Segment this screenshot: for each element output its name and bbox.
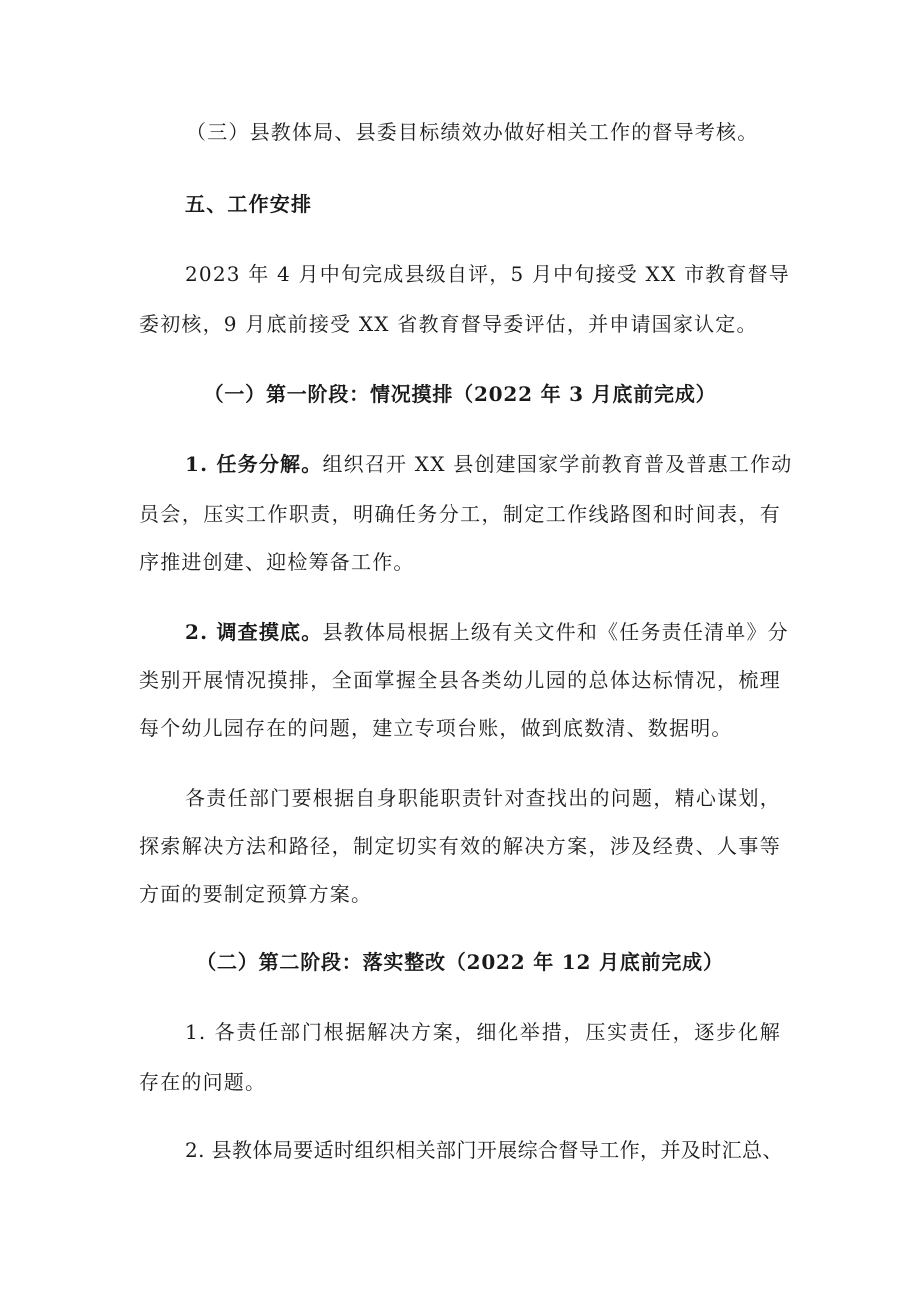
task1-title: 1. 任务分解。 <box>185 452 323 476</box>
task1-text: 组织召开 XX 县创建国家学前教育普及普惠工作动 <box>322 452 793 476</box>
stage2-item2-line1: 2. 县教体局要适时组织相关部门开展综合督导工作，并及时汇总、 <box>185 1138 783 1162</box>
task1-line2: 员会，压实工作职责，明确任务分工，制定工作线路图和时间表，有 <box>139 502 781 526</box>
stage1-heading: （一）第一阶段：情况摸排（2022 年 3 月底前完成） <box>203 382 717 406</box>
dept-paragraph-line1: 各责任部门要根据自身职能职责针对查找出的问题，精心谋划， <box>185 786 781 810</box>
task1-line1 <box>185 450 793 478</box>
paragraph-schedule-line1: 2023 年 4 月中旬完成县级自评，5 月中旬接受 XX 市教育督导 <box>185 262 790 286</box>
task2-line1 <box>185 618 789 646</box>
paragraph-supervision: （三）县教体局、县委目标绩效办做好相关工作的督导考核。 <box>186 120 759 144</box>
task2-line3: 每个幼儿园存在的问题，建立专项台账，做到底数清、数据明。 <box>139 716 733 740</box>
dept-paragraph-line2: 探索解决方法和路径，制定切实有效的解决方案，涉及经费、人事等 <box>139 834 781 858</box>
dept-paragraph-line3: 方面的要制定预算方案。 <box>139 882 373 906</box>
stage2-item1-line2: 存在的问题。 <box>139 1070 267 1094</box>
task1-line3: 序推进创建、迎检筹备工作。 <box>139 550 415 574</box>
task2-line2: 类别开展情况摸排，全面掌握全县各类幼儿园的总体达标情况，梳理 <box>139 668 781 692</box>
paragraph-schedule-line2: 委初核，9 月底前接受 XX 省教育督导委评估，并申请国家认定。 <box>139 312 758 336</box>
section-heading-work-arrangement: 五、工作安排 <box>185 192 313 216</box>
stage2-item1-line1: 1. 各责任部门根据解决方案，细化举措，压实责任，逐步化解 <box>185 1020 781 1044</box>
task2-text: 县教体局根据上级有关文件和《任务责任清单》分 <box>322 620 789 644</box>
stage2-heading: （二）第二阶段：落实整改（2022 年 12 月底前完成） <box>196 950 724 974</box>
task2-title: 2. 调查摸底。 <box>185 620 323 644</box>
